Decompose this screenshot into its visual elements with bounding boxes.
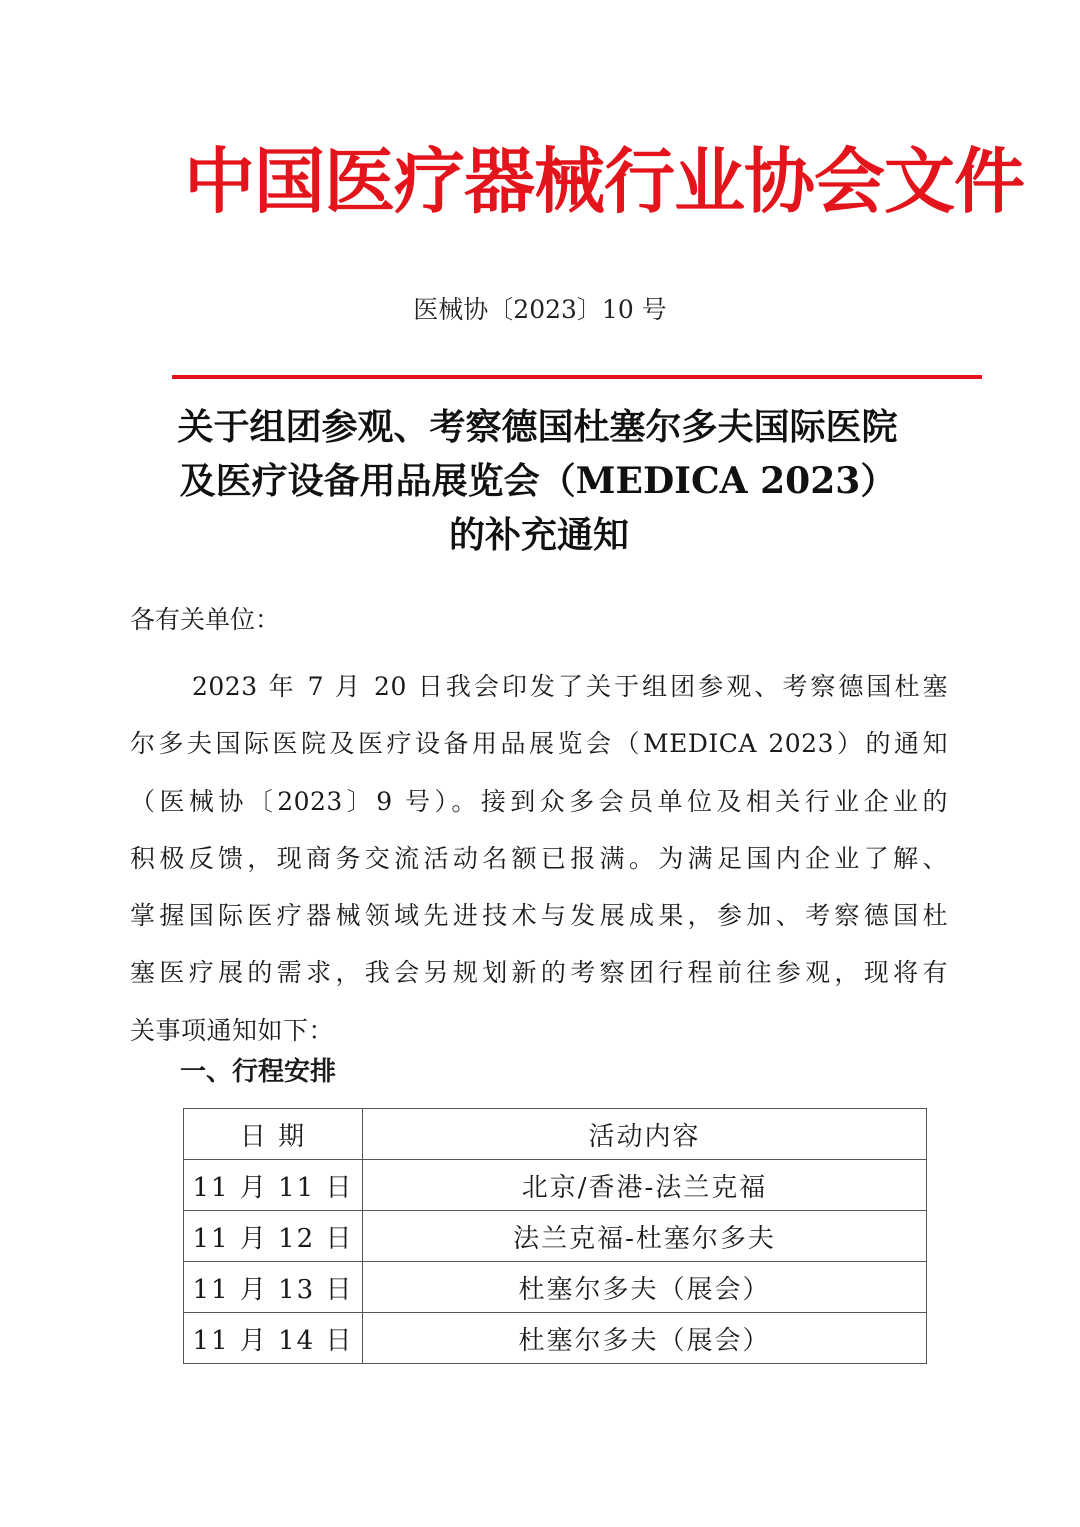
itinerary-table <box>183 1108 927 1364</box>
body-paragraph <box>130 658 948 1059</box>
paragraph-line: 掌握国际医疗器械领域先进技术与发展成果，参加、考察德国杜 <box>130 901 948 931</box>
table-row <box>184 1313 927 1364</box>
paragraph-line: 塞医疗展的需求，我会另规划新的考察团行程前往参观，现将有 <box>130 958 948 988</box>
date-cell: 11 月 11 日 <box>184 1160 363 1211</box>
section-heading-itinerary: 一、行程安排 <box>180 1057 337 1087</box>
column-header-date: 日 期 <box>184 1109 363 1160</box>
title-line-2: 及医疗设备用品展览会（MEDICA 2023） <box>179 460 897 502</box>
paragraph-line: 2023 年 7 月 20 日我会印发了关于组团参观、考察德国杜塞 <box>192 672 948 701</box>
header-red-rule <box>172 375 982 379</box>
table-header-row <box>184 1109 927 1160</box>
paragraph-line: 关事项通知如下： <box>130 1015 335 1045</box>
date-cell: 11 月 12 日 <box>184 1211 363 1262</box>
table-row <box>184 1160 927 1211</box>
document-title <box>0 400 1080 562</box>
date-cell: 11 月 13 日 <box>184 1262 363 1313</box>
table-row <box>184 1211 927 1262</box>
table-row <box>184 1262 927 1313</box>
column-header-activity: 活动内容 <box>363 1109 927 1160</box>
activity-cell: 北京/香港-法兰克福 <box>363 1160 927 1211</box>
salutation: 各有关单位： <box>130 605 281 634</box>
title-line-3: 的补充通知 <box>448 514 629 556</box>
title-line-1: 关于组团参观、考察德国杜塞尔多夫国际医院 <box>177 406 898 448</box>
paragraph-line: （医械协〔2023〕9 号）。接到众多会员单位及相关行业企业的 <box>130 786 948 816</box>
activity-cell: 杜塞尔多夫（展会） <box>363 1313 927 1364</box>
paragraph-line: 尔多夫国际医院及医疗设备用品展览会（MEDICA 2023）的通知 <box>130 729 948 759</box>
date-cell: 11 月 14 日 <box>184 1313 363 1364</box>
activity-cell: 法兰克福-杜塞尔多夫 <box>363 1211 927 1262</box>
activity-cell: 杜塞尔多夫（展会） <box>363 1262 927 1313</box>
document-number: 医械协〔2023〕10 号 <box>413 295 667 324</box>
organization-header-title: 中国医疗器械行业协会文件 <box>184 140 1025 223</box>
paragraph-line: 积极反馈，现商务交流活动名额已报满。为满足国内企业了解、 <box>130 843 948 873</box>
